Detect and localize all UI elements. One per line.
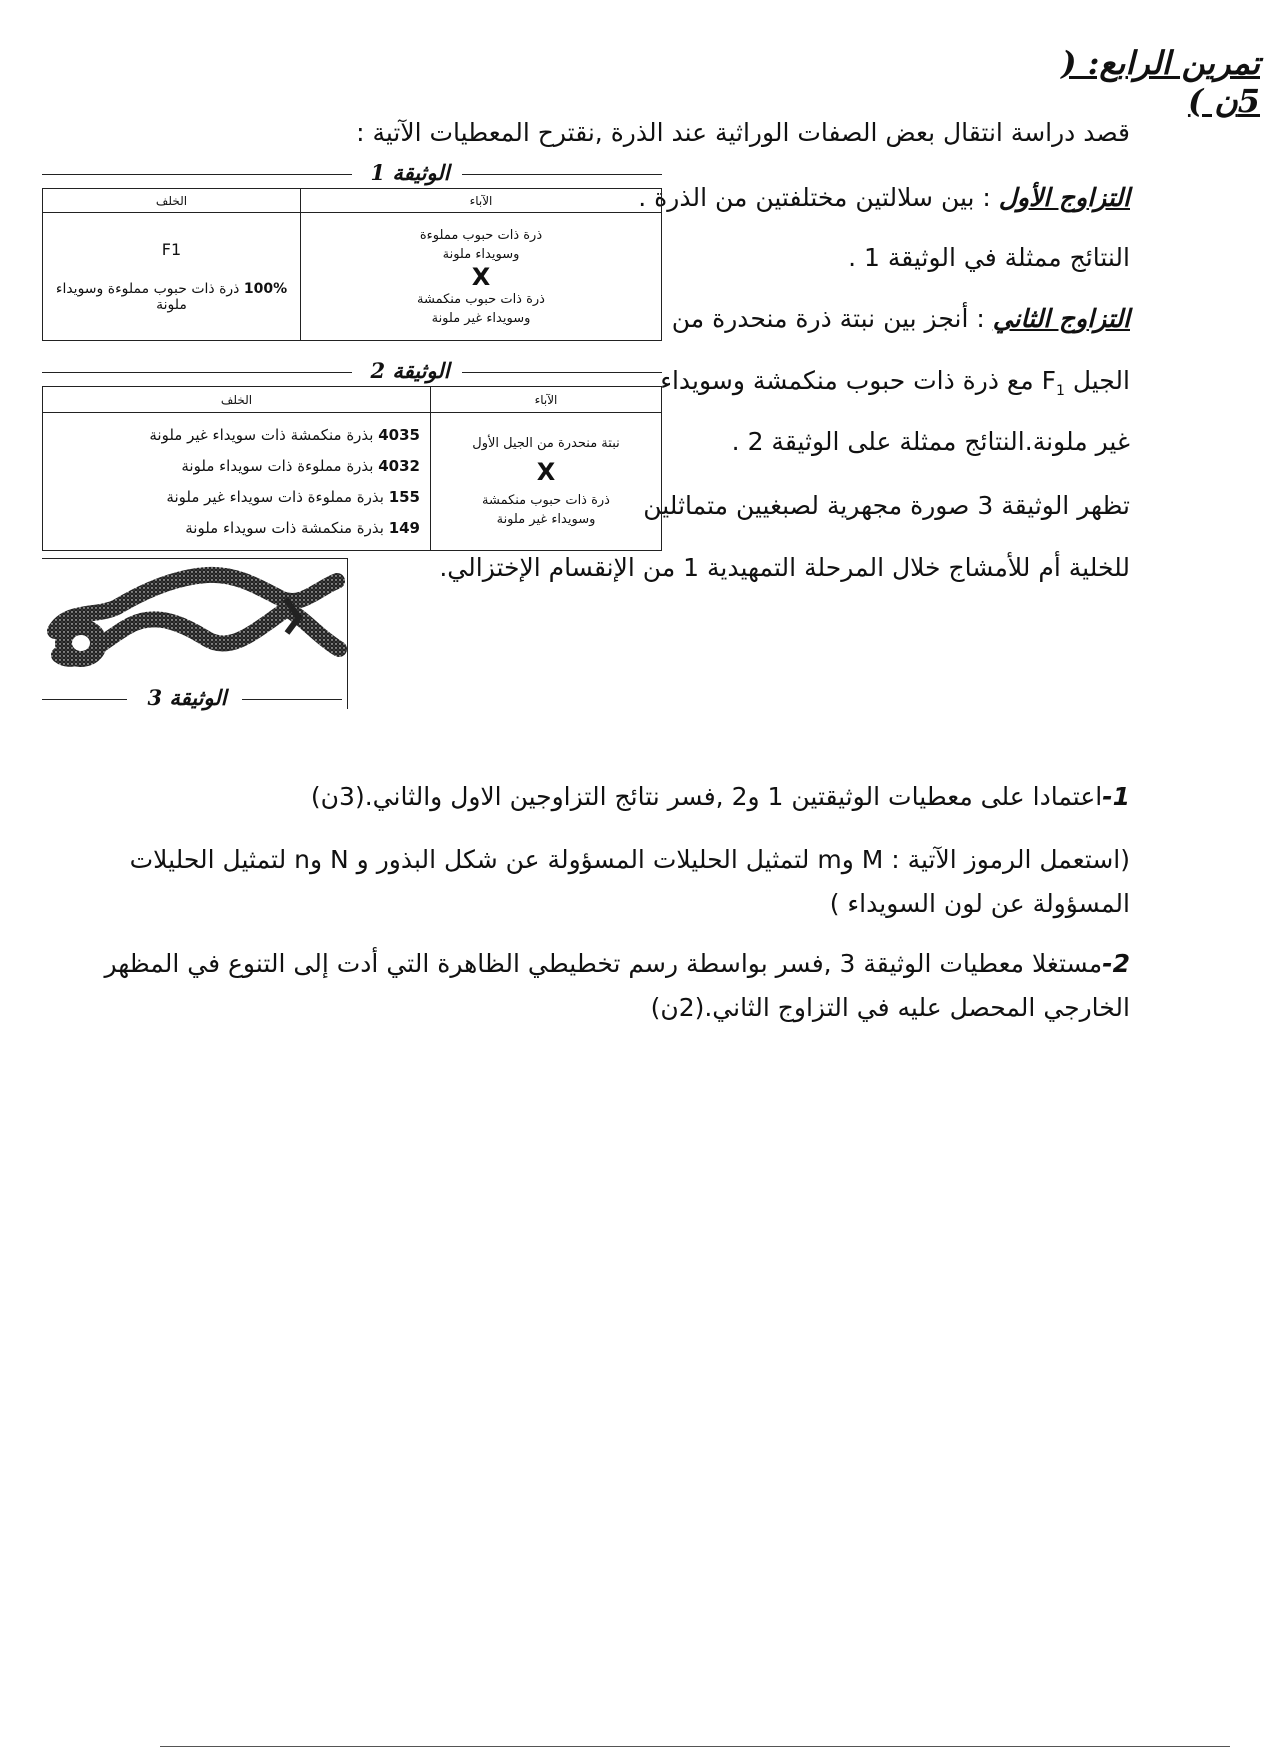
- doc2-result-count: 149: [388, 518, 420, 537]
- document-3-label: الوثيقة 3: [147, 685, 227, 710]
- doc2-result-row: [47, 451, 420, 482]
- question-1-text: اعتمادا على معطيات الوثيقتين 1 و2 ,فسر نتائج التزاوجين الاول والثاني.(3ن): [310, 782, 1103, 811]
- doc2-result-text: بذرة مملوءة ذات سويداء ملونة: [181, 456, 379, 475]
- doc2-result-text: بذرة منكمشة ذات سويداء ملونة: [185, 518, 389, 537]
- document-2-label: الوثيقة 2: [370, 358, 450, 383]
- doc2-offspring-cell: [43, 413, 431, 551]
- doc2-result-row: [47, 482, 420, 513]
- doc2-header-parents: الآباء: [431, 387, 662, 413]
- doc2-result-count: 4032: [378, 456, 420, 475]
- doc1-offspring-cell: [43, 213, 301, 341]
- document-1: [42, 162, 662, 341]
- question-2-number: 2-: [1102, 949, 1130, 978]
- doc1-f1-label: F1: [161, 240, 182, 259]
- cross1-line2: النتائج ممثلة في الوثيقة 1 .: [848, 243, 1130, 272]
- doc1-result-percent: 100%: [243, 281, 288, 297]
- cross2-line3: غير ملونة.النتائج ممثلة على الوثيقة 2 .: [731, 427, 1130, 456]
- doc2-result-row: [47, 513, 420, 544]
- question-2: [80, 942, 1130, 1030]
- doc2-header-offspring: الخلف: [43, 387, 431, 413]
- doc2-parents-cell: [431, 413, 662, 551]
- doc2-result-count: 155: [388, 487, 420, 506]
- doc1-parent2-line2: وسويداء غير ملونة: [431, 310, 531, 326]
- cross2-label: التزاوج الثاني: [992, 304, 1130, 333]
- doc1-header-parents: الآباء: [301, 189, 662, 213]
- document-1-table: [42, 188, 662, 341]
- bottom-rule: [160, 1746, 1230, 1747]
- doc1-header-offspring: الخلف: [43, 189, 301, 213]
- exercise-title: تمرين الرابع: ( 5ن ): [1061, 44, 1260, 120]
- cross2-line1: [672, 303, 1130, 335]
- cross1-line1: [638, 182, 1130, 214]
- cross2-subscript: 1: [1055, 383, 1065, 399]
- chromosome-micrograph: [47, 559, 347, 674]
- doc1-parent2-line1: ذرة ذات حبوب منكمشة: [417, 291, 545, 307]
- cross2-line2: [660, 365, 1130, 407]
- doc2-parent2-line1: ذرة ذات حبوب منكمشة: [482, 493, 610, 508]
- doc1-cross-sign: X: [471, 262, 491, 291]
- doc2-result-text: بذرة مملوءة ذات سويداء غير ملونة: [166, 487, 389, 506]
- doc2-result-row: [47, 420, 420, 451]
- document-2-table: [42, 386, 662, 551]
- doc1-parents-cell: [301, 213, 662, 341]
- doc3-desc-line1: تظهر الوثيقة 3 صورة مجهرية لصبغيين متماثلين: [643, 491, 1130, 520]
- intro-text: قصد دراسة انتقال بعض الصفات الوراثية عند الذرة ,نقترح المعطيات الآتية :: [356, 118, 1130, 147]
- doc2-result-text: بذرة منكمشة ذات سويداء غير ملونة: [149, 425, 379, 444]
- doc2-cross-sign: X: [536, 458, 556, 486]
- question-1-number: 1-: [1102, 782, 1130, 811]
- doc2-parent1: نبتة منحدرة من الجيل الأول: [472, 436, 620, 451]
- doc1-result-text: ذرة ذات حبوب مملوءة وسويداء ملونة: [55, 281, 244, 313]
- document-3-figure: [42, 558, 348, 709]
- doc2-result-count: 4035: [378, 425, 420, 444]
- document-1-label: الوثيقة 1: [370, 160, 450, 185]
- cross2-line1-text: : أنجز بين نبتة ذرة منحدرة من: [671, 304, 993, 333]
- cross1-line1-text: : بين سلالتين مختلفتين من الذرة .: [638, 183, 999, 212]
- cross2-line2-start: الجيل F: [1041, 366, 1130, 395]
- question-2-text: مستغلا معطيات الوثيقة 3 ,فسر بواسطة رسم تخطيطي الظاهرة التي أدت إلى التنوع في المظهر الخارجي المحصل عليه في التزاوج الثاني.(2ن): [104, 949, 1130, 1022]
- doc3-desc-line2: للخلية أم للأمشاج خلال المرحلة التمهيدية 1 من الإنقسام الإختزالي.: [439, 553, 1130, 582]
- doc1-parent1-line1: ذرة ذات حبوب مملوءة: [419, 227, 543, 243]
- cross2-line2-end: مع ذرة ذات حبوب منكمشة وسويداء: [660, 366, 1042, 395]
- doc2-parent2-line2: وسويداء غير ملونة: [496, 512, 596, 527]
- doc1-parent1-line2: وسويداء ملونة: [442, 246, 520, 262]
- cross1-label: التزاوج الأول: [998, 183, 1130, 212]
- question-1: [80, 775, 1130, 819]
- doc1-result: [47, 281, 296, 313]
- document-2: [42, 360, 662, 551]
- question-1-note: (استعمل الرموز الآتية : M وm لتمثيل الحليلات المسؤولة عن شكل البذور و N وn لتمثيل الحليلات المسؤولة عن لون السويداء ): [129, 845, 1130, 918]
